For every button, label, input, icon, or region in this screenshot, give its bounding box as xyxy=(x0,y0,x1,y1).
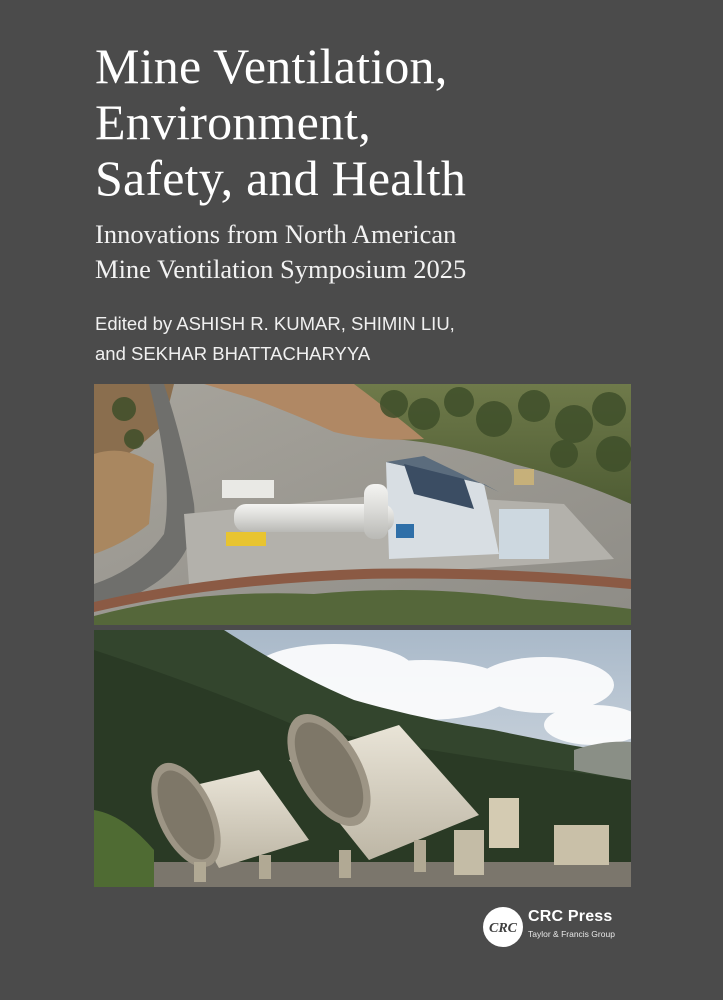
subtitle-line-1: Innovations from North American xyxy=(95,219,457,249)
crc-logo-text: CRC xyxy=(488,921,518,936)
editors-credit xyxy=(95,309,655,369)
title-line-2: Environment, xyxy=(95,94,371,150)
aerial-facility-photo xyxy=(94,384,631,625)
title-line-3: Safety, and Health xyxy=(95,150,467,206)
subtitle-line-2: Mine Ventilation Symposium 2025 xyxy=(95,254,467,284)
publisher-group: Taylor & Francis Group xyxy=(528,929,615,939)
editors-line-2: and SEKHAR BHATTACHARYYA xyxy=(95,343,371,364)
book-subtitle xyxy=(95,217,655,287)
publisher-name: CRC Press xyxy=(528,908,613,925)
crc-logo-icon xyxy=(482,906,524,948)
editors-line-1: Edited by ASHISH R. KUMAR, SHIMIN LIU, xyxy=(95,313,455,334)
ventilation-fans-photo xyxy=(94,630,631,887)
book-title xyxy=(95,38,655,206)
title-line-1: Mine Ventilation, xyxy=(95,38,448,94)
